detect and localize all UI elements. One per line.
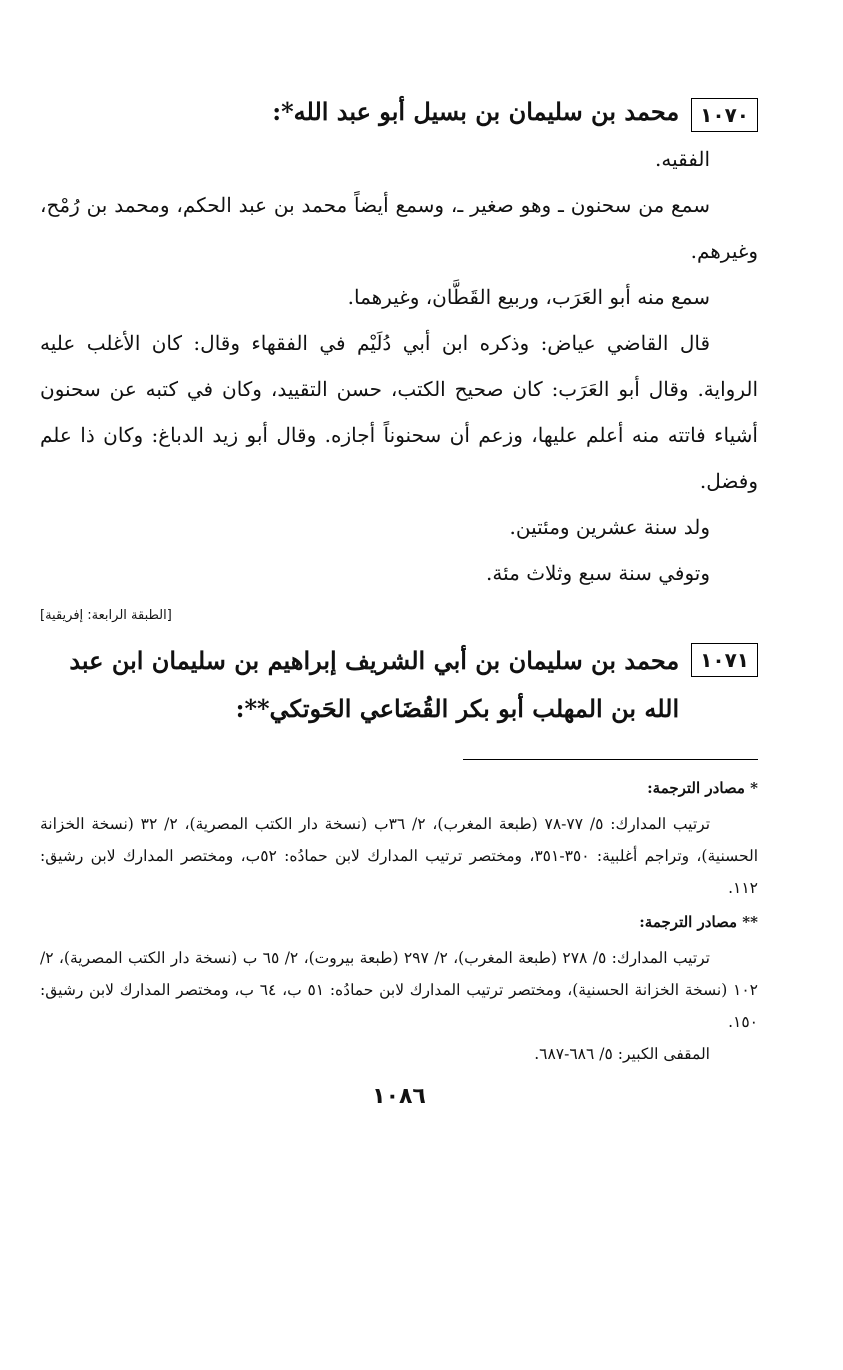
entry-number: ١٠٧٠ bbox=[691, 98, 758, 132]
entry-title: محمد بن سليمان بن بسيل أبو عبد الله*: bbox=[272, 97, 680, 126]
tabaqa-note: [الطبقة الرابعة: إفريقية] bbox=[40, 608, 172, 623]
footnote-text: ترتيب المدارك: ٥/ ٧٧-٧٨ (طبعة المغرب)، ٢/ ٣٦ب (نسخة دار الكتب المصرية)، ٢/ ٣٢ (نسخة الخزانة الحسنية)، وتراجم أغلبية: ٣٥٠-٣٥١، ومختصر ترتيب المدارك لابن حمادُه: ٥٢ب، ومختصر المدارك لابن رشيق: ١١٢. bbox=[40, 815, 758, 897]
paragraph: ولد سنة عشرين ومئتين. bbox=[509, 515, 710, 539]
entry-heading bbox=[40, 88, 758, 136]
entry-title: محمد بن سليمان بن أبي الشريف إبراهيم بن سليمان ابن عبد الله بن المهلب أبو بكر القُضَاعي الحَوتكي**: bbox=[69, 646, 680, 723]
page bbox=[40, 88, 758, 1109]
footnote-separator bbox=[463, 759, 758, 760]
paragraph: قال القاضي عياض: وذكره ابن أبي دُلَيْم في الفقهاء وقال: كان الأغلب عليه الرواية. وقال أبو العَرَب: كان صحيح الكتب، حسن التقييد، وكان في كتبه عن سحنون أشياء فاتته منه أعلم عليها، وزعم أن سحنوناً أجازه. وقال أبو زيد الدباغ: وكان ذا علم وفضل. bbox=[40, 331, 758, 493]
paragraph: سمع منه أبو العَرَب، وربيع القَطَّان، وغيرهما. bbox=[347, 285, 710, 309]
paragraph: وتوفي سنة سبع وثلاث مئة. bbox=[486, 561, 710, 585]
entry-number: ١٠٧١ bbox=[691, 643, 758, 677]
paragraph: الفقيه. bbox=[655, 147, 710, 171]
footnote-title: ** مصادر الترجمة: bbox=[639, 913, 758, 931]
page-number: ١٠٨٦ bbox=[372, 1084, 426, 1109]
footnote-title: * مصادر الترجمة: bbox=[647, 779, 758, 797]
paragraph: سمع من سحنون ـ وهو صغير ـ، وسمع أيضاً محمد بن عبد الحكم، ومحمد بن رُمْح، وغيرهم. bbox=[40, 193, 758, 263]
footnote-text: ترتيب المدارك: ٥/ ٢٧٨ (طبعة المغرب)، ٢/ ٢٩٧ (طبعة بيروت)، ٢/ ٦٥ ب (نسخة دار الكتب المصرية)، ٢/ ١٠٢ (نسخة الخزانة الحسنية)، ومختصر ترتيب المدارك لابن حمادُه: ٥١ ب، ٦٤ ب، ومختصر المدارك لابن رشيق: ١٥٠. bbox=[40, 949, 759, 1031]
entry-heading bbox=[40, 637, 758, 733]
footnote-text: المقفى الكبير: ٥/ ٦٨٦-٦٨٧. bbox=[534, 1045, 710, 1063]
